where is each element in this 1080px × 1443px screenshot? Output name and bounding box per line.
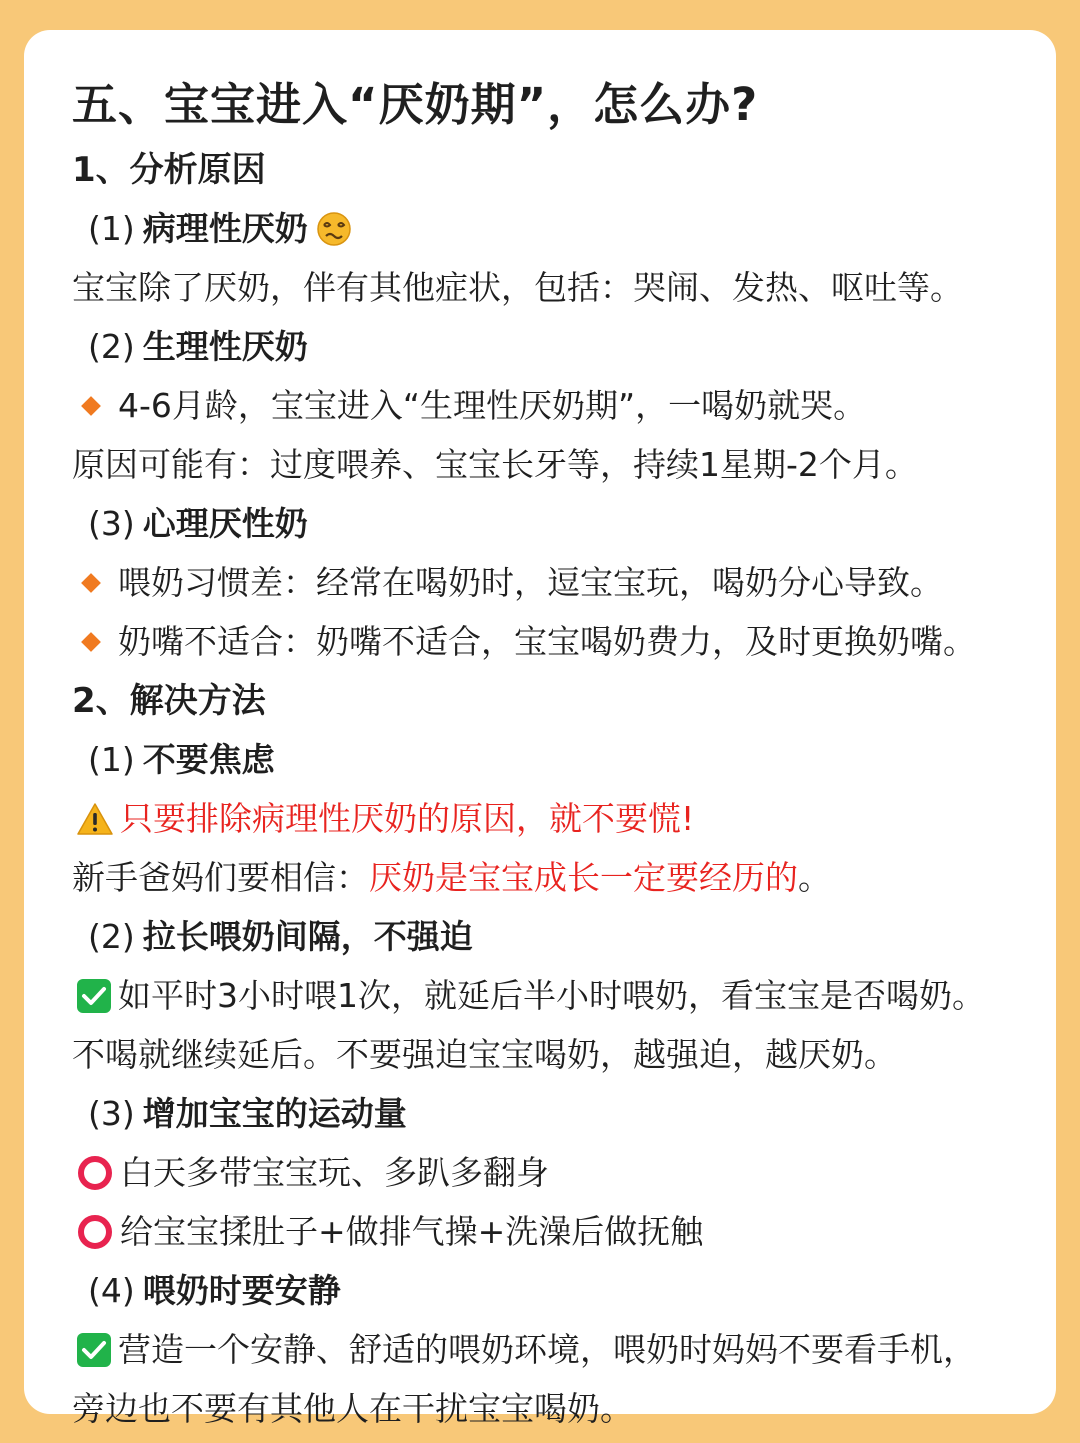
text-pathological: 宝宝除了厌奶，伴有其他症状，包括：哭闹、发热、呕吐等。 — [72, 267, 963, 307]
page-title: 五、宝宝进入“厌奶期”，怎么办? — [72, 78, 759, 131]
article-body — [72, 70, 1072, 1438]
subheading-number: (3) — [88, 1093, 135, 1133]
red-circle-icon — [76, 1213, 114, 1251]
bullet-text: 喂奶习惯差：经常在喝奶时，逗宝宝玩，喝奶分心导致。 — [118, 562, 943, 602]
subheading-dont-worry — [72, 730, 1072, 789]
subheading-number: (2) — [88, 326, 135, 366]
section-heading-analysis: 1、分析原因 — [72, 149, 266, 190]
subheading-quiet — [72, 1261, 1072, 1320]
text-believe — [72, 848, 1072, 907]
subheading-extend-interval — [72, 907, 1072, 966]
text-physiological-causes: 原因可能有：过度喂养、宝宝长牙等，持续1星期-2个月。 — [72, 444, 918, 484]
content-card — [24, 30, 1056, 1428]
check-mark-icon — [76, 1332, 112, 1368]
subheading-number: (1) — [88, 739, 135, 779]
bullet-text: 4-6月龄，宝宝进入“生理性厌奶期”，一喝奶就哭。 — [118, 385, 867, 425]
warning-text: 只要排除病理性厌奶的原因，就不要慌! — [120, 798, 695, 838]
text-believe-prefix: 新手爸妈们要相信： — [72, 857, 369, 897]
subheading-label: 生理性厌奶 — [142, 326, 308, 366]
orange-diamond-icon — [81, 632, 101, 652]
red-circle-icon — [76, 1154, 114, 1192]
checked-item — [72, 1320, 1072, 1379]
section-heading-solutions: 2、解决方法 — [72, 680, 266, 721]
subheading-number: (3) — [88, 503, 135, 543]
bullet-item — [72, 376, 1072, 435]
circle-item — [72, 1202, 1072, 1261]
warning-icon — [76, 802, 114, 836]
bullet-item — [72, 553, 1072, 612]
warning-line — [72, 789, 1072, 848]
orange-diamond-icon — [81, 573, 101, 593]
subheading-psychological — [72, 494, 1072, 553]
subheading-number: (2) — [88, 916, 135, 956]
subheading-label: 心理厌性奶 — [142, 503, 308, 543]
text-no-disturb: 旁边也不要有其他人在干扰宝宝喝奶。 — [72, 1388, 633, 1428]
subheading-label: 拉长喂奶间隔，不强迫 — [142, 916, 473, 956]
subheading-pathological — [72, 199, 1072, 258]
circle-item-text: 给宝宝揉肚子+做排气操+洗澡后做抚触 — [120, 1211, 704, 1251]
subheading-physiological — [72, 317, 1072, 376]
circle-item-text: 白天多带宝宝玩、多趴多翻身 — [120, 1152, 549, 1192]
subheading-number: (4) — [88, 1270, 135, 1310]
subheading-label: 增加宝宝的运动量 — [142, 1093, 407, 1133]
checked-item — [72, 966, 1072, 1025]
subheading-label: 喂奶时要安静 — [142, 1270, 341, 1310]
subheading-number: (1) — [88, 208, 135, 248]
check-mark-icon — [76, 978, 112, 1014]
bullet-item — [72, 612, 1072, 671]
circle-item — [72, 1143, 1072, 1202]
orange-diamond-icon — [81, 396, 101, 416]
text-no-force: 不喝就继续延后。不要强迫宝宝喝奶，越强迫，越厌奶。 — [72, 1034, 897, 1074]
subheading-label: 不要焦虑 — [142, 739, 275, 779]
subheading-exercise — [72, 1084, 1072, 1143]
subheading-label: 病理性厌奶 — [142, 208, 308, 248]
text-believe-highlight: 厌奶是宝宝成长一定要经历的 — [369, 857, 798, 897]
checked-item-text: 如平时3小时喂1次，就延后半小时喂奶，看宝宝是否喝奶。 — [118, 975, 985, 1015]
checked-item-text: 营造一个安静、舒适的喂奶环境，喂奶时妈妈不要看手机， — [118, 1329, 976, 1369]
bullet-text: 奶嘴不适合：奶嘴不适合，宝宝喝奶费力，及时更换奶嘴。 — [118, 621, 976, 661]
dizzy-face-icon — [316, 211, 352, 247]
text-believe-suffix: 。 — [798, 857, 831, 897]
